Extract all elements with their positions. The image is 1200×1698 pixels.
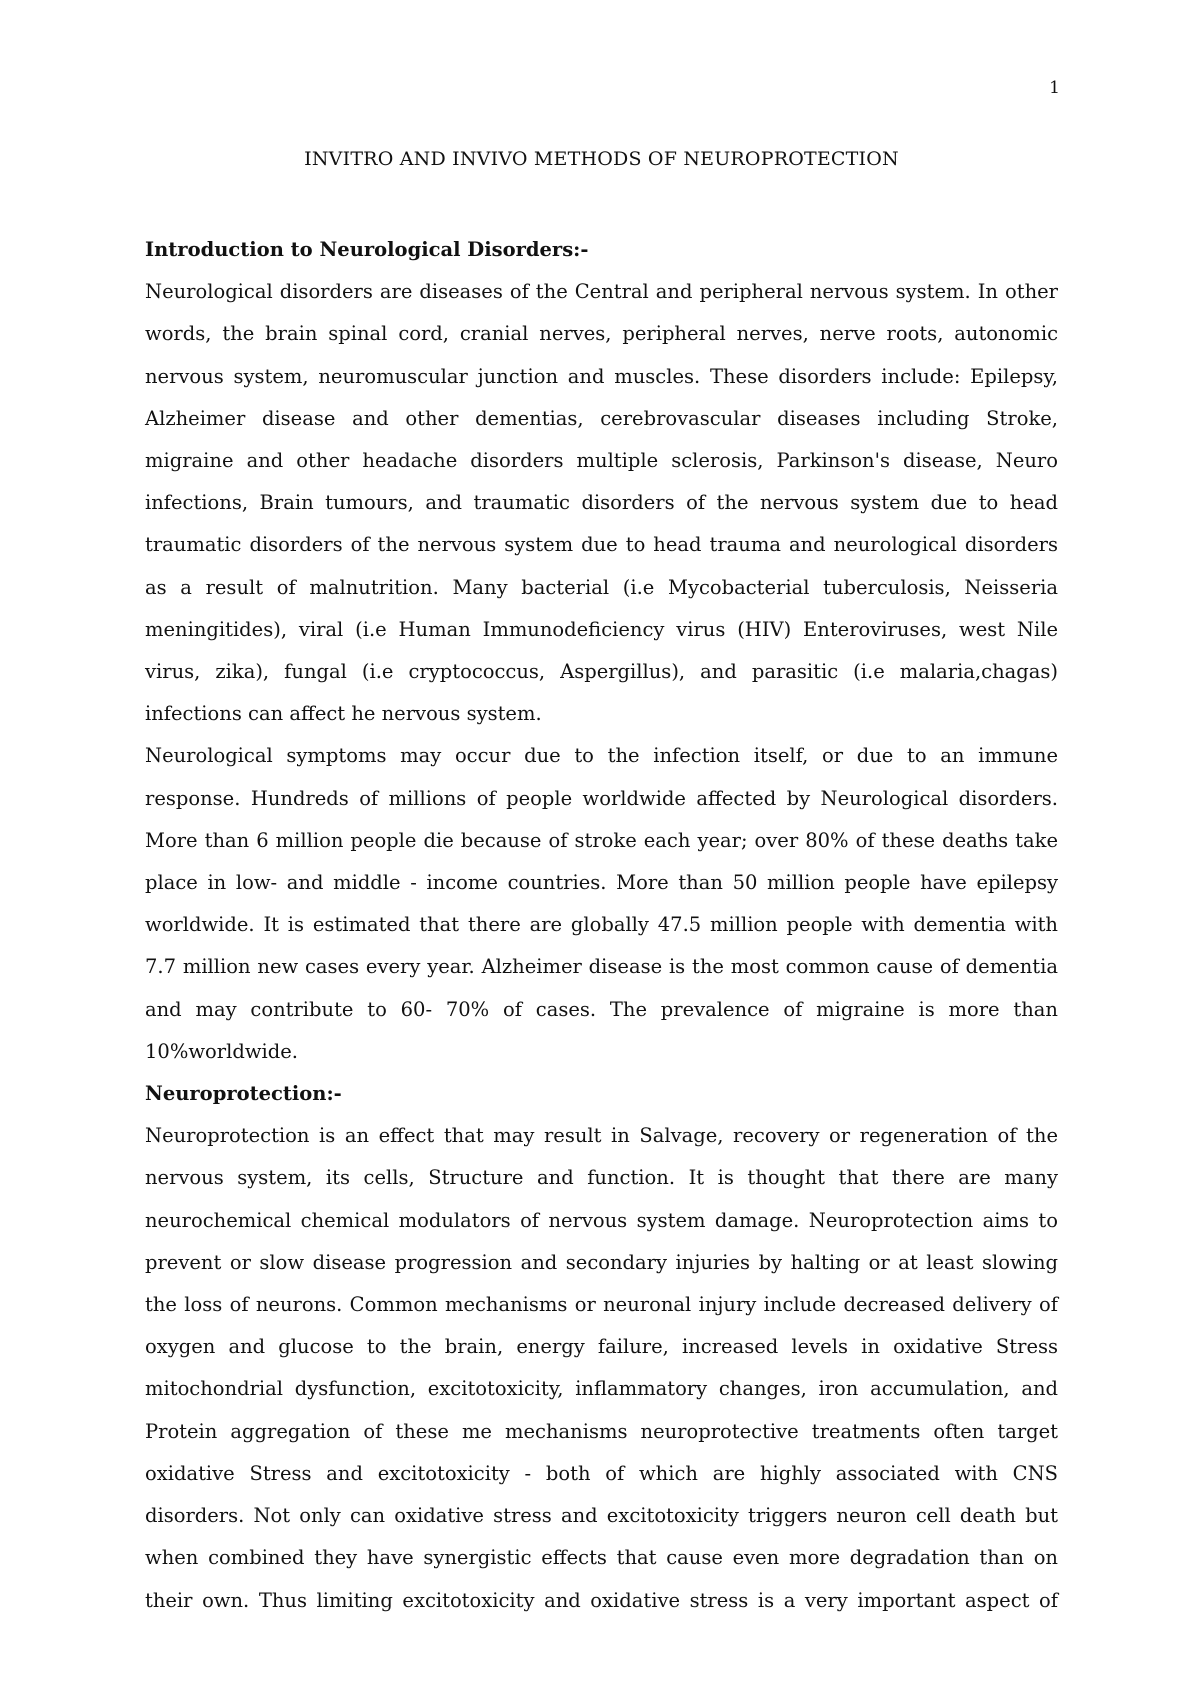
document-body	[145, 229, 1058, 1622]
section-heading-neuroprotection: Neuroprotection:-	[145, 1082, 342, 1106]
paragraph-neurological-symptoms: Neurological symptoms may occur due to the infection itself, or due to an immune response. Hundreds of millions of people worldwide affected by Neurological disorders. More than 6 million people die because of stroke each year; over 80% of these deaths take place in low- and middle - income countries. More than 50 million people have epilepsy worldwide. It is estimated that there are globally 47.5 million people with dementia with 7.7 million new cases every year. Alzheimer disease is the most common cause of dementia and may contribute to 60- 70% of cases. The prevalence of migraine is more than 10%worldwide.	[145, 744, 1058, 1063]
paragraph-neurological-disorders: Neurological disorders are diseases of the Central and peripheral nervous system. In other words, the brain spinal cord, cranial nerves, peripheral nerves, nerve roots, autonomic nervous system, neuromuscular junction and muscles. These disorders include: Epilepsy, Alzheimer disease and other dementias, cerebrovascular diseases including Stroke, migraine and other headache disorders multiple sclerosis, Parkinson's disease, Neuro infections, Brain tumours, and traumatic disorders of the nervous system due to head traumatic disorders of the nervous system due to head trauma and neurological disorders as a result of malnutrition. Many bacterial (i.e Mycobacterial tuberculosis, Neisseria meningitides), viral (i.e Human Immunodeficiency virus (HIV) Enteroviruses, west Nile virus, zika), fungal (i.e cryptococcus, Aspergillus), and parasitic (i.e malaria,chagas) infections can affect he nervous system.	[145, 280, 1058, 726]
paragraph-neuroprotection: Neuroprotection is an effect that may result in Salvage, recovery or regeneration of the nervous system, its cells, Structure and function. It is thought that there are many neurochemical chemical modulators of nervous system damage. Neuroprotection aims to prevent or slow disease progression and secondary injuries by halting or at least slowing the loss of neurons. Common mechanisms or neuronal injury include decreased delivery of oxygen and glucose to the brain, energy failure, increased levels in oxidative Stress mitochondrial dysfunction, excitotoxicity, inflammatory changes, iron accumulation, and Protein aggregation of these me mechanisms neuroprotective treatments often target oxidative Stress and excitotoxicity - both of which are highly associated with CNS disorders. Not only can oxidative stress and excitotoxicity triggers neuron cell death but when combined they have synergistic effects that cause even more degradation than on their own. Thus limiting excitotoxicity and oxidative stress is a very important aspect of	[145, 1124, 1058, 1612]
section-heading-introduction: Introduction to Neurological Disorders:-	[145, 238, 589, 261]
document-title: INVITRO AND INVIVO METHODS OF NEUROPROTECTION	[304, 148, 899, 170]
page-number: 1	[1049, 78, 1060, 98]
